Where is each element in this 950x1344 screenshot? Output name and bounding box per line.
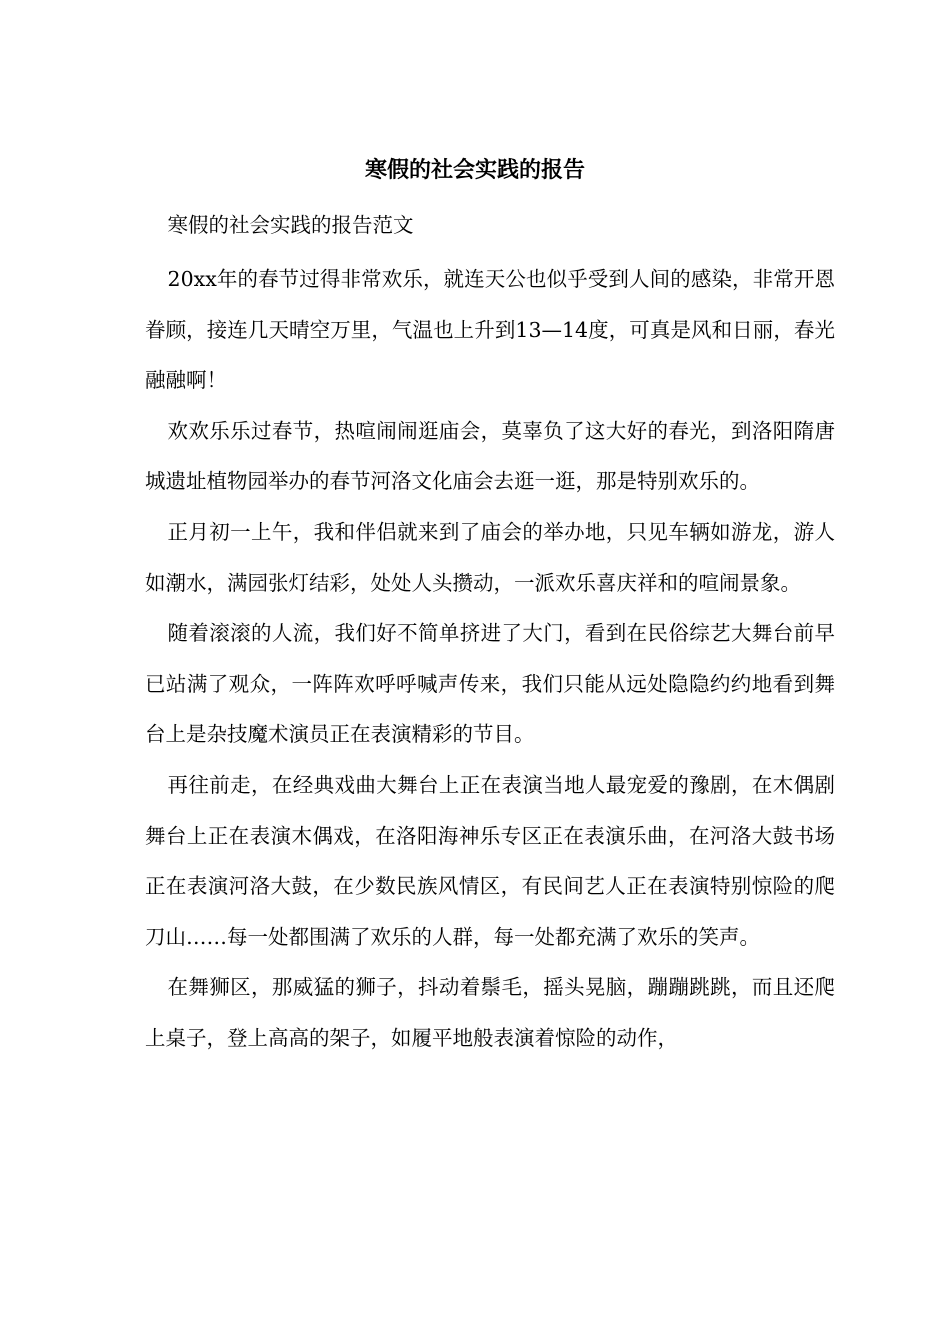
document-body <box>145 210 835 1064</box>
paragraph-6: 在舞狮区，那威猛的狮子，抖动着鬃毛，摇头晃脑，蹦蹦跳跳，而且还爬上桌子，登上高高的架子，如履平地般表演着惊险的动作， <box>145 975 835 1050</box>
document-title: 寒假的社会实践的报告 <box>364 157 585 183</box>
paragraph-3: 正月初一上午，我和伴侣就来到了庙会的举办地，只见车辆如游龙，游人如潮水，满园张灯结彩，处处人头攒动，一派欢乐喜庆祥和的喧闹景象。 <box>145 519 835 595</box>
paragraph-5: 再往前走，在经典戏曲大舞台上正在表演当地人最宠爱的豫剧，在木偶剧舞台上正在表演木偶戏，在洛阳海神乐专区正在表演乐曲，在河洛大鼓书场正在表演河洛大鼓，在少数民族风情区，有民间艺人正在表演特别惊险的爬刀山……每一处都围满了欢乐的人群，每一处都充满了欢乐的笑声。 <box>145 772 835 949</box>
paragraph-1: 20xx年的春节过得非常欢乐，就连天公也似乎受到人间的感染，非常开恩眷顾，接连几天晴空万里，气温也上升到13—14度，可真是风和日丽，春光融融啊！ <box>145 267 835 393</box>
document-subtitle: 寒假的社会实践的报告范文 <box>167 213 414 237</box>
paragraph-2: 欢欢乐乐过春节，热喧闹闹逛庙会，莫辜负了这大好的春光，到洛阳隋唐城遗址植物园举办的春节河洛文化庙会去逛一逛，那是特别欢乐的。 <box>145 418 835 494</box>
paragraph-4: 随着滚滚的人流，我们好不简单挤进了大门，看到在民俗综艺大舞台前早已站满了观众，一阵阵欢呼呼喊声传来，我们只能从远处隐隐约约地看到舞台上是杂技魔术演员正在表演精彩的节目。 <box>145 621 835 747</box>
